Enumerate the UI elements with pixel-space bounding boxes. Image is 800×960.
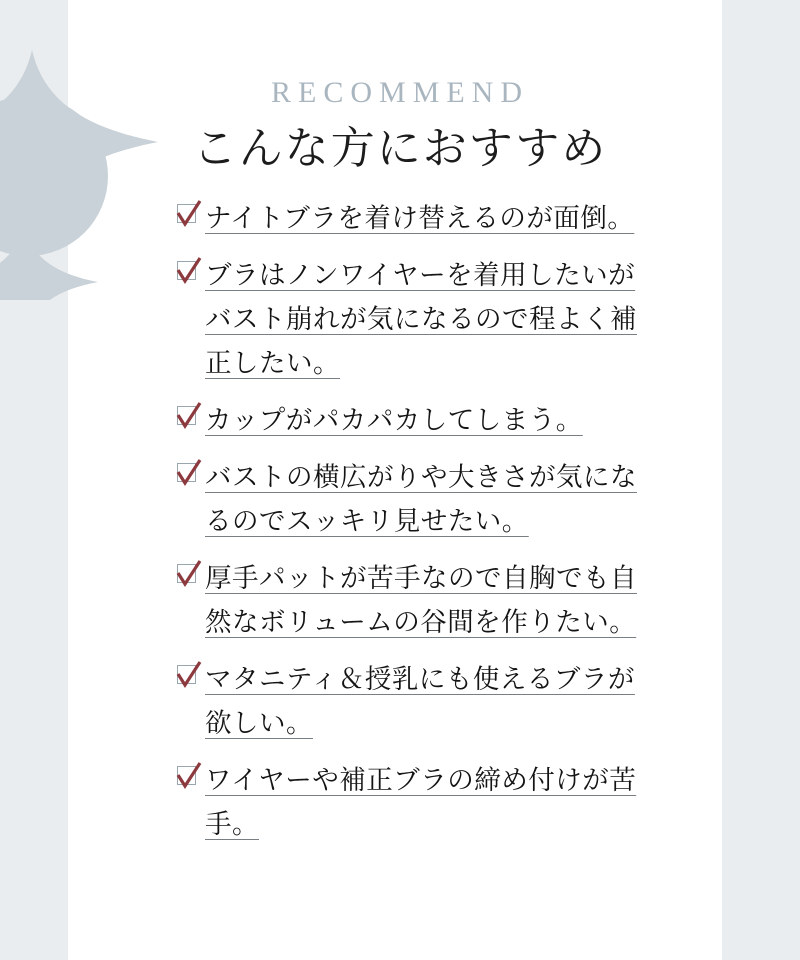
checkbox-checked-icon [175, 562, 201, 588]
page-title: こんな方におすすめ [192, 124, 608, 173]
checkbox-checked-icon [175, 404, 201, 430]
list-item [175, 556, 655, 644]
checkbox-checked-icon [175, 202, 201, 228]
list-item-label: 厚手パットが苦手なので自胸でも自然なボリュームの谷間を作りたい。 [205, 563, 637, 637]
section-eyebrow: RECOMMEND [270, 76, 529, 109]
list-item-label: マタニティ＆授乳にも使えるブラが欲しい。 [205, 664, 635, 738]
list-item-label: ワイヤーや補正ブラの締め付けが苦手。 [205, 765, 637, 839]
list-item [175, 758, 655, 846]
recommend-list [175, 196, 655, 859]
list-item [175, 253, 655, 385]
list-item [175, 657, 655, 745]
checkbox-checked-icon [175, 259, 201, 285]
list-item-label: カップがパカパカしてしまう。 [205, 405, 583, 435]
list-item [175, 398, 655, 442]
list-item-label: ブラはノンワイヤーを着用したいがバスト崩れが気になるので程よく補正したい。 [205, 260, 637, 378]
checkbox-checked-icon [175, 663, 201, 689]
list-item-label: バストの横広がりや大きさが気になるのでスッキリ見せたい。 [205, 462, 637, 536]
checkbox-checked-icon [175, 461, 201, 487]
checkbox-checked-icon [175, 764, 201, 790]
list-item-label: ナイトブラを着け替えるのが面倒。 [205, 203, 635, 233]
list-item [175, 196, 655, 240]
list-item [175, 455, 655, 543]
